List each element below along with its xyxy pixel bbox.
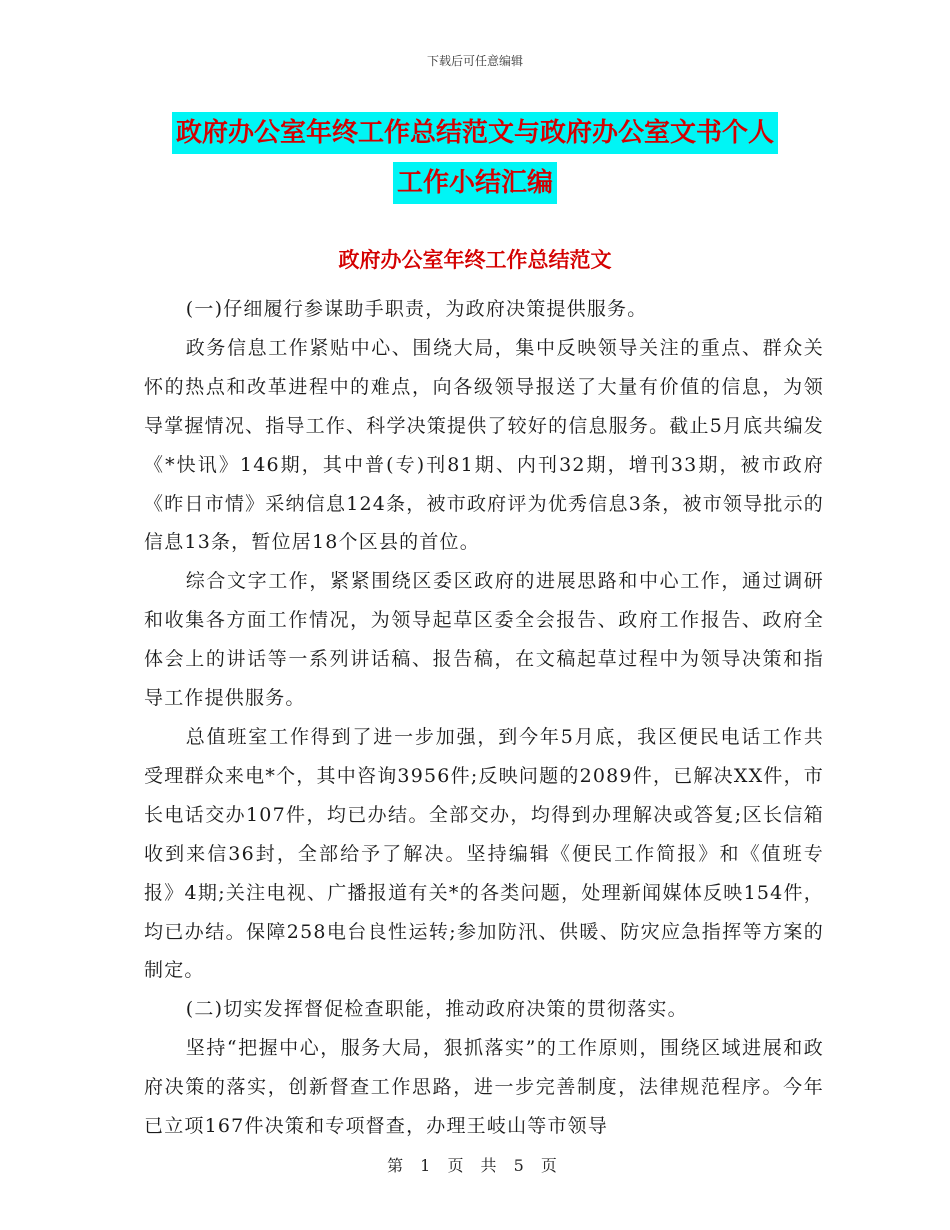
document-title: [0, 108, 950, 208]
paragraph: (一)仔细履行参谋助手职责，为政府决策提供服务。: [185, 298, 648, 320]
section-title: 政府办公室年终工作总结范文: [338, 248, 612, 272]
page-header-note: 下载后可任意编辑: [426, 54, 523, 68]
document-title-line-1: 政府办公室年终工作总结范文与政府办公室文书个人: [172, 112, 778, 154]
document-body: [144, 290, 824, 1146]
paragraph: 总值班室工作得到了进一步加强，到今年5月底，我区便民电话工作共受理群众来电*个，其中咨询3956件;反映问题的2089件，已解决XX件，市长电话交办107件，均已办结。全部交办，均得到办理解决或答复;区长信箱收到来信36封，全部给予了解决。坚持编辑《便民工作简报》和《值班专报》4期;关注电视、广播报道有关*的各类问题，处理新闻媒体反映154件，均已办结。保障258电台良性运转;参加防汛、供暖、防灾应急指挥等方案的制定。: [144, 725, 824, 982]
paragraph: 综合文字工作，紧紧围绕区委区政府的进展思路和中心工作，通过调研和收集各方面工作情况，为领导起草区委全会报告、政府工作报告、政府全体会上的讲话等一系列讲话稿、报告稿，在文稿起草过程中为领导决策和指导工作提供服务。: [144, 570, 824, 710]
page-number-footer: 第 1 页 共 5 页: [387, 1156, 563, 1175]
document-title-line-2: 工作小结汇编: [393, 162, 557, 204]
paragraph: 坚持“把握中心，服务大局，狠抓落实”的工作原则，围绕区域进展和政府决策的落实，创新督查工作思路，进一步完善制度，法律规范程序。今年已立项167件决策和专项督查，办理王岐山等市领导: [144, 1037, 824, 1138]
paragraph: 政务信息工作紧贴中心、围绕大局，集中反映领导关注的重点、群众关怀的热点和改革进程中的难点，向各级领导报送了大量有价值的信息，为领导掌握情况、指导工作、科学决策提供了较好的信息服务。截止5月底共编发《*快讯》146期，其中普(专)刊81期、内刊32期，增刊33期，被市政府《昨日市情》采纳信息124条，被市政府评为优秀信息3条，被市领导批示的信息13条，暂位居18个区县的首位。: [144, 336, 824, 554]
paragraph: (二)切实发挥督促检查职能，推动政府决策的贯彻落实。: [185, 998, 688, 1021]
